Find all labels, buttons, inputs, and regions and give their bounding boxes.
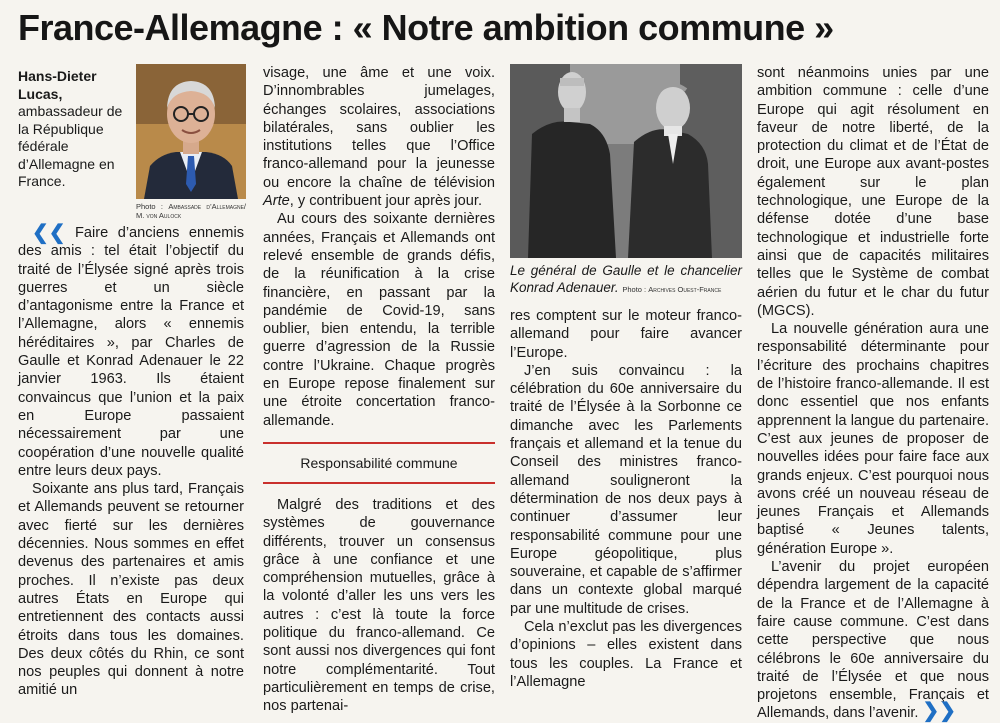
photo-caption xyxy=(510,262,742,298)
author-name: Hans-Dieter Lucas, xyxy=(18,68,97,102)
historic-photo xyxy=(510,64,742,258)
paragraph-8 xyxy=(757,558,989,723)
author-portrait xyxy=(136,64,246,199)
paragraph-7: La nouvelle génération aura une responsabilité déterminante pour l’écriture des prochains chapitres de l’histoire franco-allemande. Il est donc essentiel que nos enfants apprennent la langue du partenaire. C’est aux jeunes de proposer de nouvelles idées pour faire face aux grands enjeux. C’est pourquoi nous avons créé un nouveau réseau de jeunes Français et Allemands baptisé « Jeunes talents, génération Europe ». xyxy=(757,321,989,557)
author-block xyxy=(18,64,247,224)
paragraph-6: Cela n’exclut pas les divergences d’opinions – elles existent dans tous les couples. La France et l’Allemagne xyxy=(510,619,742,690)
quote-close-icon: ❯❯ xyxy=(922,700,957,723)
paragraph-8-text: L’avenir du projet européen dépendra largement de la capacité de la France et de l’Allemagne à faire cause commune. C’est dans cette perspective que nous célébrons le 60e anniversaire du traité de l’Élysée et que nous projetons ensemble, Français et Allemands, dans l’avenir. xyxy=(757,559,989,722)
paragraph-6-continued: sont néanmoins unies par une ambition commune : celle d’une Europe qui agit résolument en faveur de notre liberté, de la protection du climat et de l’État de droit, une Europe aux avant-postes également sur le plan technologique, une Europe de la défense dotée d’une base technologique et industrielle forte ainsi que de capacités militaires telles que le Système de combat aérien du futur et le char du futur (MGCS). xyxy=(757,65,989,319)
quote-open-icon: ❮❮ xyxy=(32,222,66,244)
author-photo-credit xyxy=(136,202,246,220)
column-3 xyxy=(510,64,742,691)
paragraph-4-continued: res comptent sur le moteur franco-allemand pour faire avancer l’Europe. xyxy=(510,308,742,361)
paragraph-1 xyxy=(18,224,244,480)
paragraph-1-text: Faire d’anciens ennemis des amis : tel était l’objectif du traité de l’Élysée signé après trois guerres et un siècle d’antagonisme entre la France et l’Allemagne, alors « ennemis héréditaires », par Charles de Gaulle et Konrad Adenauer le 22 janvier 1963. Ils étaient convaincus que l’union et la paix en Europe passaient nécessairement par une coopération d’une nouvelle qualité entre leurs deux pays. xyxy=(18,225,244,479)
p2b-text-2: , y contribuent jour après jour. xyxy=(289,193,483,210)
column-4 xyxy=(757,64,989,723)
p2b-text-1: visage, une âme et une voix. D’innombrables jumelages, échanges scolaires, associations bilatérales, sans oublier les institutions telles que l’Office franco-allemand pour la jeunesse ou encore la chaîne de télévision xyxy=(263,65,495,191)
column-2 xyxy=(263,64,495,716)
subhead: Responsabilité commune xyxy=(300,454,458,471)
photo-credit xyxy=(622,285,721,294)
photo-credit-name: Archives Ouest-France xyxy=(648,285,722,294)
photo-credit-prefix: Photo : xyxy=(622,285,649,294)
headline: France-Allemagne : « Notre ambition commune » xyxy=(18,7,834,48)
p2b-italic: Arte xyxy=(263,193,290,210)
paragraph-2: Soixante ans plus tard, Français et Allemands peuvent se retourner avec fierté sur les dernières décennies. Nous sommes en effet devenus des partenaires et amis proches. Il n’existe pas deux autres États en Europe qui entretiennent des contacts aussi étroits dans tous les domaines. Des deux côtés du Rhin, ce sont nos peuples qui donnent à notre amitié un xyxy=(18,481,244,699)
column-1 xyxy=(18,64,247,700)
paragraph-2-continued xyxy=(263,64,495,210)
credit-prefix: Photo : xyxy=(136,202,169,211)
caption-text: Le général de Gaulle et le chancelier Konrad Adenauer. xyxy=(510,263,742,295)
subhead-rule-bottom xyxy=(263,482,495,484)
paragraph-3: Au cours des soixante dernières années, Français et Allemands ont relevé ensemble de grands défis, de la réunification à la crise financière, en passant par la pandémie de Covid-19, sans oublier, bien entendu, la terrible guerre d’agression de la Russie contre l’Ukraine. Chaque progrès en Europe repose finalement sur une étroite concertation franco-allemande. xyxy=(263,211,495,429)
subhead-block xyxy=(263,442,495,484)
author-role: ambassadeur de la République fédérale d’Allemagne en France. xyxy=(18,103,123,189)
author-info xyxy=(18,68,130,191)
paragraph-5: J’en suis convaincu : la célébration du 60e anniversaire du traité de l’Élysée à la Sorbonne ce dimanche avec les Parlements français et allemand et la tenue du Conseil des ministres franco-allemand souligneront la détermination de nos deux pays à continuer d’assumer leur responsabilité commune pour une Europe géopolitique, plus souveraine, et capable de s’affirmer dans un contexte global marqué par une multitude de crises. xyxy=(510,362,742,617)
paragraph-4: Malgré des traditions et des systèmes de gouvernance différents, trouver un consensus grâce à une confiance et une compréhension mutuelles, grâce à la volonté d’aller les uns vers les autres : c’est là toute la force politique du franco-allemand. Ce sont aussi nos divergences qui font notre complémentarité. Tout particulièrement en temps de crise, nos partenai- xyxy=(263,496,495,715)
credit-name: Ambassade d’Allemagne/ M. von Aulock xyxy=(136,202,247,220)
